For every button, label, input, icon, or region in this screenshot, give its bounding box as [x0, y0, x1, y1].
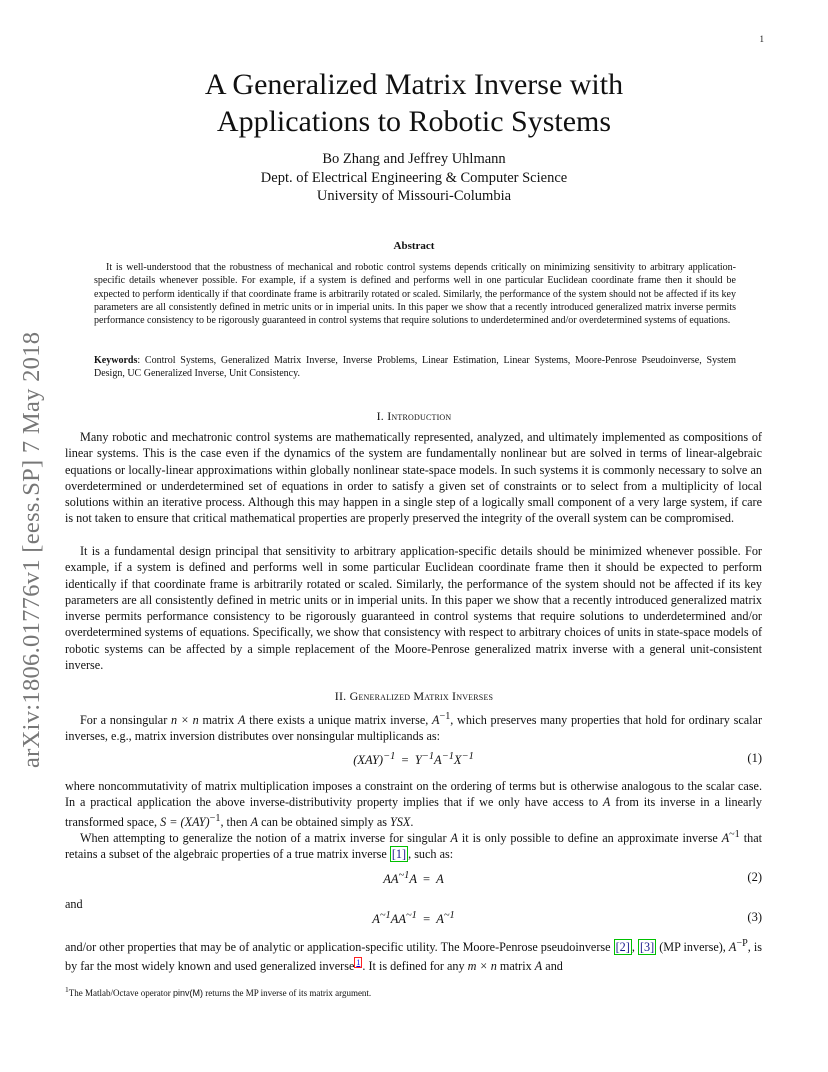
- section2-paragraph-4: and/or other properties that may be of analytic or application-specific utility. The Moore-Penrose pseudoinverse [2] , [3] (MP inverse), $A^{-P}$, is by far the most widely known and used generalized inverse $^1$ . It is defined for any m × n matrix A and: [65, 938, 762, 974]
- section-number: I.: [376, 409, 385, 423]
- title-line-2: Applications to Robotic Systems: [216, 105, 612, 138]
- citation-link-1[interactable]: [1]: [391, 847, 407, 862]
- abstract-heading: Abstract: [393, 240, 435, 252]
- intro-paragraph-2: It is a fundamental design principal that sensitivity to arbitrary application-specific details should be minimized whenever possible. For example, if a system is defined and performs well in some particular Euclidean coordinate frame then it should be expected to perform identically if that coordinate frame is arbitrarily rotated or scaled. Similarly, the performance of the system should not be affected if its key parameters are all consistently defined in metric units or in imperial units. In this paper we show that a recently introduced generalized matrix inverse permits performance consistency to be rigorously guaranteed in control systems that require solutions to underdetermined and/or overdetermined systems of equations. Specifically, we show that consistency with respect to arbitrary choices of units in state-space models of robotic systems can be affected by a simple replacement of the Moore-Penrose generalized matrix inverse with a general unit-consistent inverse.: [65, 544, 762, 673]
- equation-number: (2): [747, 870, 762, 884]
- keywords-label: Keywords: [94, 355, 138, 366]
- footnote-link[interactable]: 1: [356, 958, 361, 968]
- affiliation-department: Dept. of Electrical Engineering & Computer Science: [260, 169, 568, 186]
- section-number: II.: [334, 689, 347, 703]
- footnote: $^1$The Matlab/Octave operator pinv(M) returns the MP inverse of its matrix argument.: [65, 985, 372, 998]
- section2-paragraph-2: where noncommutativity of matrix multiplication imposes a constraint on the ordering of terms but is otherwise analogous to the scalar case. In a practical application the above inverse-distributivity property implies that if we only have access to A from its inverse in a linearly transformed space, S = (XAY)$^{-1}$, then A can be obtained simply as YSX.: [65, 779, 762, 829]
- citation-link-2[interactable]: [2]: [615, 940, 630, 955]
- intro-paragraph-1: Many robotic and mechatronic control systems are mathematically represented, analyzed, and ultimately implemented as compositions of linear systems. This is the case even if the dynamics of the system are fundamentally nonlinear but are solved in terms of linear-algebraic equations or locally-linear approximations within globally nonlinear state-space models. In such systems it is commonly necessary to solve an overdetermined or underdetermined set of equations in order to satisfy a given set of constraints or to select from a multiplicity of local solutions within an iterative process. Although this may happen in a single step of a logically small component of a very large system, if care is not taken to ensure that critical mathematical properties are properly preserved the integrity of the overall system can be compromised.: [65, 430, 762, 526]
- authors: Bo Zhang and Jeffrey Uhlmann: [322, 151, 506, 167]
- section2-paragraph-1: For a nonsingular n × n matrix A there exists a unique matrix inverse, $A^{-1}$, which preserves many properties that hold for ordinary scalar inverses, e.g., matrix inversion distributes over nonsingular multiplicands as:: [65, 711, 763, 744]
- keywords-list: : Control Systems, Generalized Matrix Inverse, Inverse Problems, Linear Estimation, Linear Systems, Moore-Penrose Pseudoinverse, System Design, UC Generalized Inverse, Unit Consistency.: [94, 355, 736, 380]
- section-heading-generalized-inverses: [0, 689, 828, 704]
- section-heading-introduction: [0, 409, 828, 424]
- citation-link-3[interactable]: [3]: [639, 940, 655, 955]
- equation-number: (1): [747, 751, 762, 765]
- arxiv-identifier-stamp: arXiv:1806.01776v1 [eess.SP] 7 May 2018: [18, 331, 45, 768]
- keywords: [94, 354, 736, 381]
- section-title: Generalized Matrix Inverses: [349, 689, 494, 703]
- abstract-text: It is well-understood that the robustness of mechanical and robotic control systems depends critically on minimizing sensitivity to arbitrary application-specific details whenever possible. For example, if a system is defined and performs well in one particular Euclidean coordinate frame then it should be expected to perform identically if that coordinate frame is arbitrarily rotated or scaled. Similarly, the performance of the system should not be affected if its key parameters are all consistently defined in metric units or in imperial units. In this paper we show that a recently introduced generalized matrix inverse permits performance consistency to be rigorously guaranteed in control systems that require solutions to underdetermined and/or overdetermined systems of equations.: [94, 262, 736, 327]
- title-line-1: A Generalized Matrix Inverse with: [204, 68, 624, 101]
- connector-word: and: [65, 897, 83, 911]
- code-snippet: pinv(M): [172, 988, 203, 998]
- affiliation-university: University of Missouri-Columbia: [316, 188, 512, 204]
- author-block: [0, 150, 828, 206]
- page-number: 1: [759, 34, 764, 44]
- section-title: Introduction: [387, 409, 452, 423]
- paper-title: [0, 66, 828, 140]
- equation-number: (3): [747, 910, 762, 924]
- section2-paragraph-3: When attempting to generalize the notion of a matrix inverse for singular A it is only possible to define an approximate inverse $A^{\sim 1}$ that retains a subset of the algebraic properties of a true matrix inverse [1] , such as:: [65, 829, 762, 862]
